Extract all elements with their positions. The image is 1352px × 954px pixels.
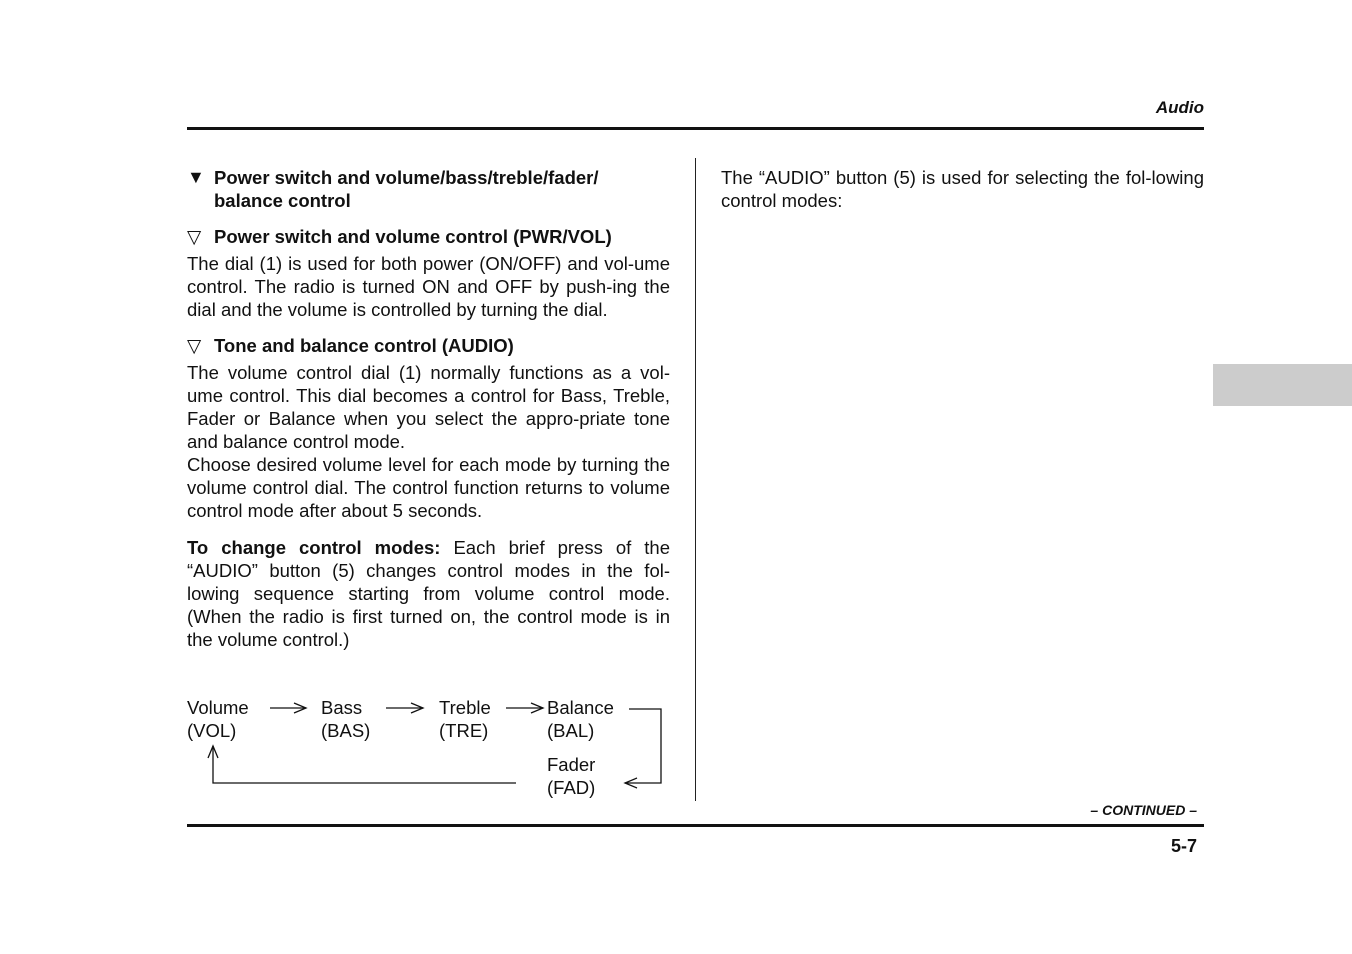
mode-volume-code: (VOL)	[187, 720, 237, 741]
mode-fader-code: (FAD)	[547, 777, 596, 798]
sub-heading-power-volume	[187, 225, 670, 248]
paragraph-choose-level: Choose desired volume level for each mode by turning the volume control dial. The control function returns to volume control mode after about 5 seconds.	[187, 454, 670, 521]
mode-fader	[547, 753, 595, 799]
sub-heading-tone-balance-text: Tone and balance control (AUDIO)	[214, 335, 514, 356]
mode-balance	[547, 696, 614, 742]
continued-label: – CONTINUED –	[1090, 802, 1197, 818]
mode-treble	[439, 696, 491, 742]
mode-sequence-diagram	[187, 696, 677, 806]
main-heading	[187, 166, 670, 212]
change-modes-text: Each brief press of the “AUDIO” button (5) changes control modes in the fol-lowing sequence starting from volume control mode. (When the radio is first turned on, the control mode is in the volume control.)	[187, 537, 670, 650]
mode-volume	[187, 696, 249, 742]
mode-treble-code: (TRE)	[439, 720, 489, 741]
sub-heading-tone-balance	[187, 334, 670, 357]
mode-fader-name: Fader	[547, 754, 596, 775]
paragraph-audio-button: The “AUDIO” button (5) is used for selecting the fol-lowing control modes:	[721, 167, 1204, 211]
mode-balance-code: (BAL)	[547, 720, 595, 741]
chapter-tab	[1213, 364, 1352, 406]
sub-heading-power-volume-text: Power switch and volume control (PWR/VOL)	[214, 226, 612, 247]
page-number: 5-7	[1170, 836, 1197, 856]
mode-volume-name: Volume	[187, 697, 249, 718]
mode-bass	[321, 696, 370, 742]
outline-triangle-icon: ▽	[187, 335, 202, 356]
mode-balance-name: Balance	[547, 697, 614, 718]
section-title: Audio	[1155, 98, 1204, 117]
mode-treble-name: Treble	[439, 697, 491, 718]
mode-bass-name: Bass	[321, 697, 363, 718]
paragraph-dial-power: The dial (1) is used for both power (ON/OFF) and vol-ume control. The radio is turned ON and OFF by push-ing the dial and the volume is controlled by turning the dial.	[187, 253, 670, 320]
mode-bass-code: (BAS)	[321, 720, 371, 741]
right-column	[721, 166, 1204, 212]
paragraph-change-modes	[187, 536, 670, 651]
footer-rule	[187, 824, 1204, 827]
left-column	[187, 166, 670, 651]
outline-triangle-icon: ▽	[187, 226, 202, 247]
main-heading-text: Power switch and volume/bass/treble/fader/ balance control	[214, 167, 599, 211]
column-divider	[695, 158, 696, 801]
solid-triangle-icon: ▼	[187, 167, 205, 187]
header-rule	[187, 127, 1204, 130]
change-modes-lead: To change control modes:	[187, 537, 441, 558]
paragraph-volume-dial: The volume control dial (1) normally functions as a vol-ume control. This dial becomes a control for Bass, Treble, Fader or Balance when you select the appro-priate tone and balance control mode.	[187, 362, 670, 452]
